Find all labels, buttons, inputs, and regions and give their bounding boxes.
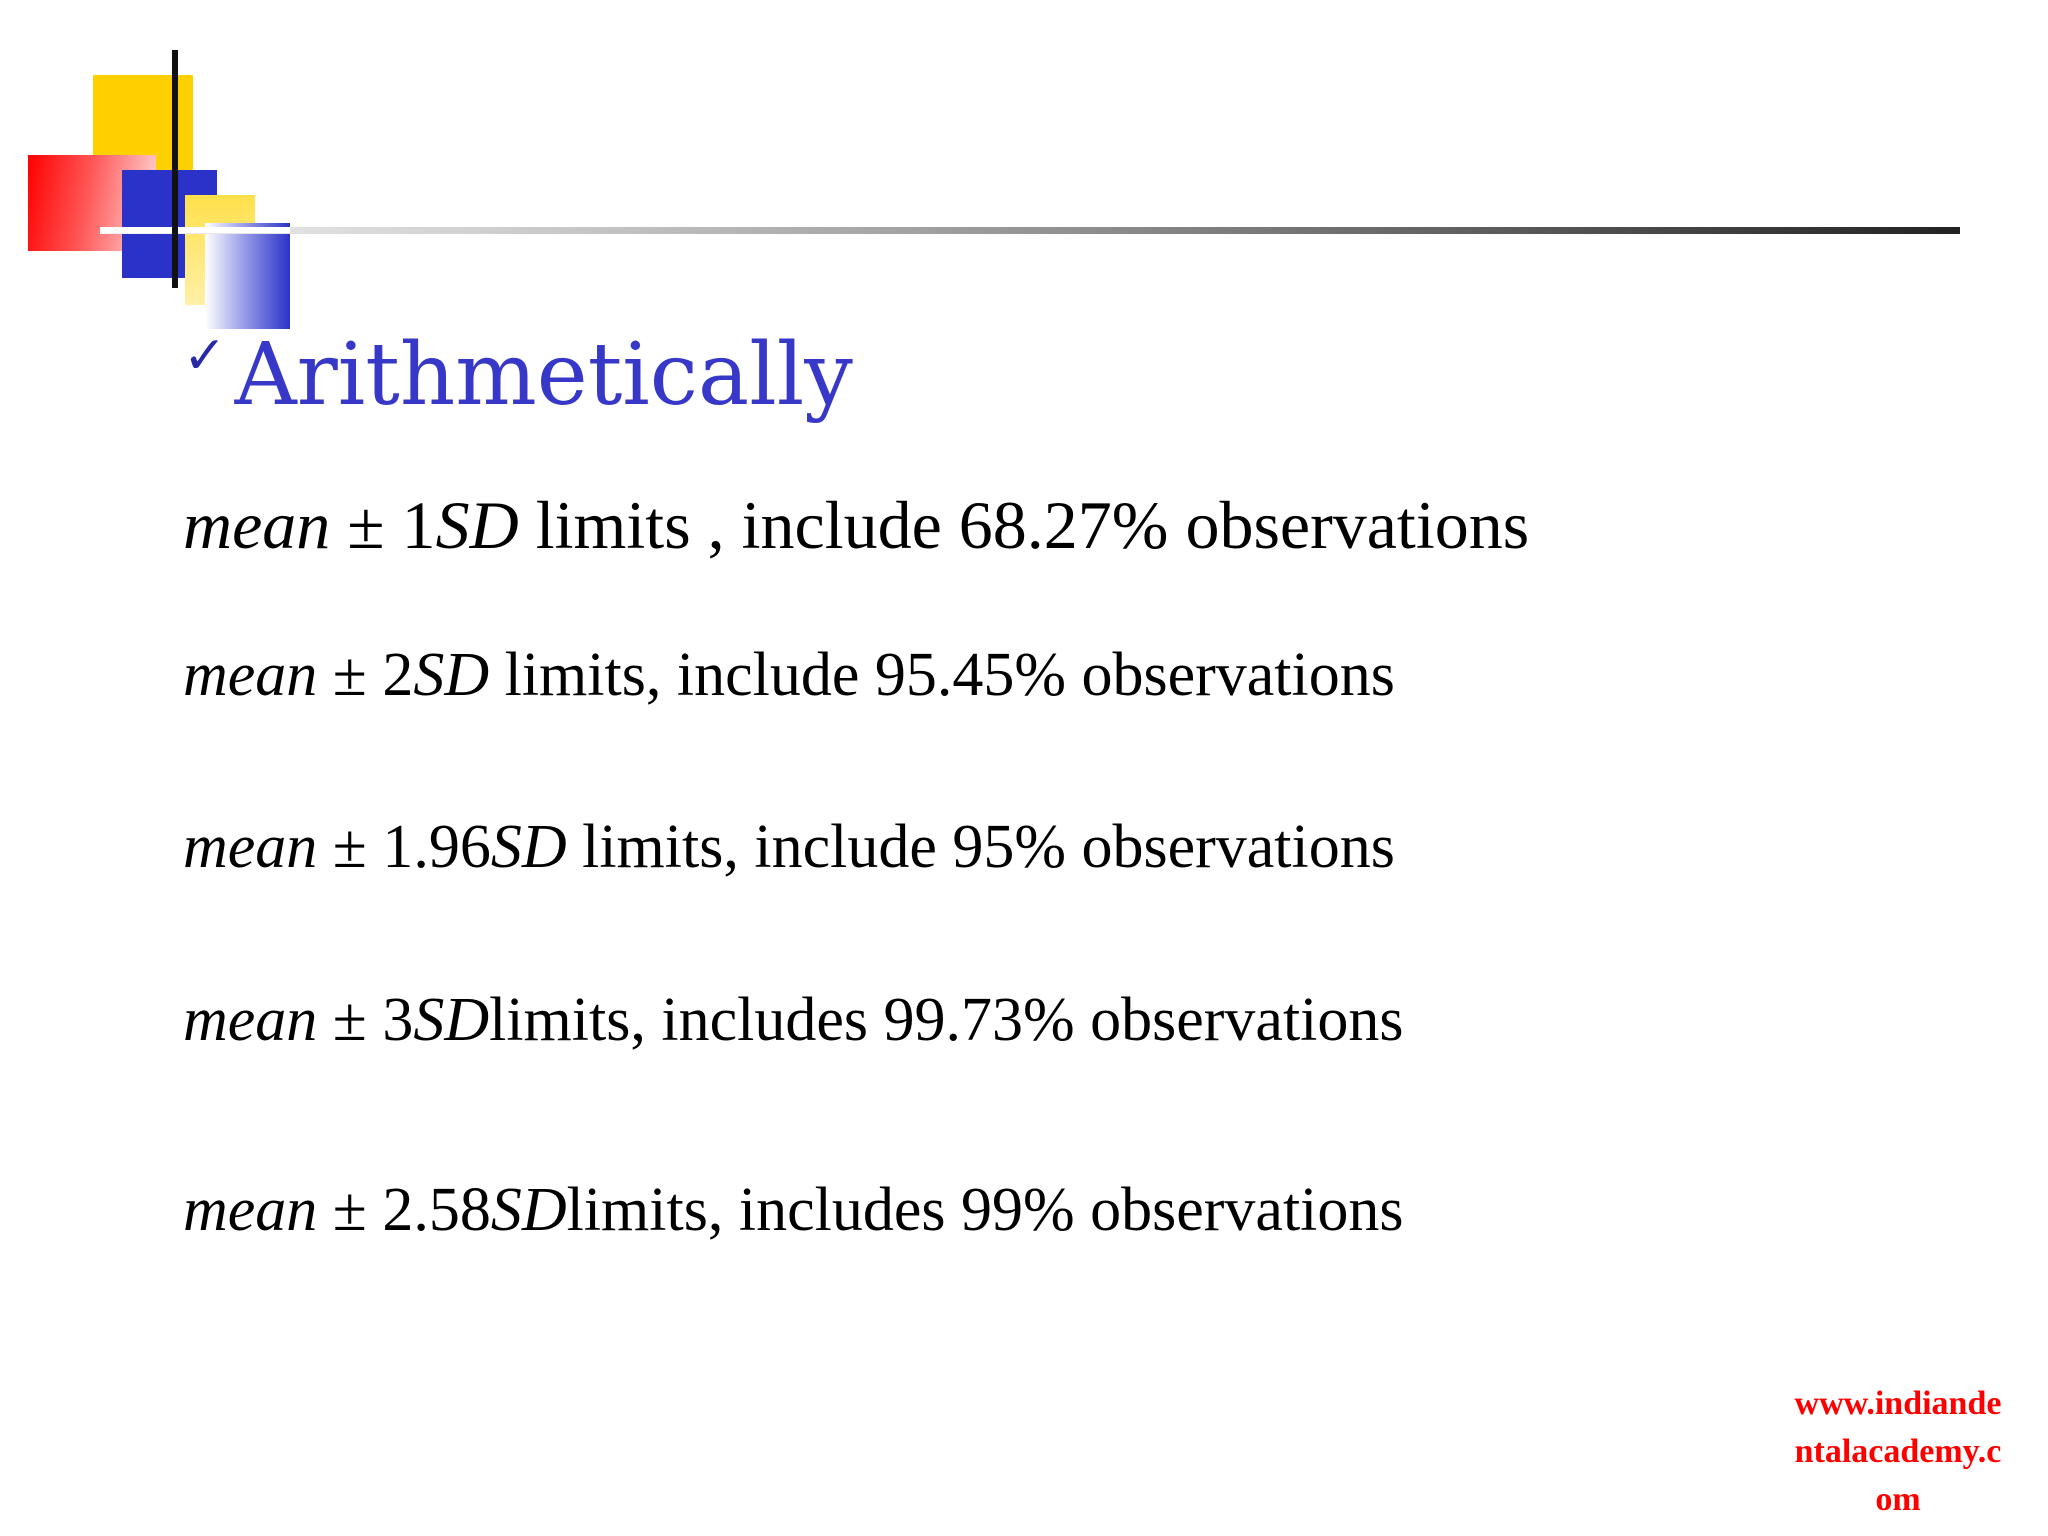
decorative-gradient-blue-square [205, 223, 290, 329]
sd-term: SD [435, 487, 519, 563]
sd-term: SD [413, 641, 490, 709]
mean-term: mean [183, 813, 318, 881]
mean-term: mean [183, 487, 331, 563]
limits-text: limits, include 95.45% observations [489, 641, 1395, 709]
sd-term: SD [490, 1176, 567, 1244]
limits-text: limits , include 68.27% observations [518, 487, 1530, 563]
slide-heading [183, 320, 853, 430]
heading-title: Arithmetically [234, 325, 853, 425]
sd-term: SD [413, 986, 490, 1054]
header-rule-line [100, 227, 1960, 234]
plus-minus-term: ± 1.96 [317, 813, 491, 881]
formula-line-4 [183, 985, 1404, 1056]
plus-minus-term: ± 2.58 [317, 1176, 491, 1244]
footer-url-line-1: www.indiande [1794, 1385, 2002, 1422]
mean-term: mean [183, 1176, 318, 1244]
plus-minus-term: ± 2 [317, 641, 414, 709]
plus-minus-term: ± 3 [317, 986, 414, 1054]
mean-term: mean [183, 641, 318, 709]
sd-term: SD [490, 813, 567, 881]
footer-url-line-3: om [1875, 1481, 1921, 1518]
formula-line-5 [183, 1175, 1404, 1246]
decorative-vertical-line [172, 50, 178, 288]
footer-url[interactable] [1768, 1380, 2028, 1524]
footer-url-line-2: ntalacademy.c [1794, 1433, 2002, 1470]
formula-line-3 [183, 812, 1395, 883]
header-rule-highlight [100, 227, 290, 233]
checkmark-icon: ✓ [183, 326, 227, 386]
plus-minus-term: ± 1 [330, 487, 436, 563]
limits-text: limits, include 95% observations [566, 813, 1395, 881]
limits-text: limits, includes 99.73% observations [489, 986, 1404, 1054]
formula-line-1 [183, 486, 1529, 565]
limits-text: limits, includes 99% observations [566, 1176, 1404, 1244]
formula-line-2 [183, 640, 1395, 711]
mean-term: mean [183, 986, 318, 1054]
